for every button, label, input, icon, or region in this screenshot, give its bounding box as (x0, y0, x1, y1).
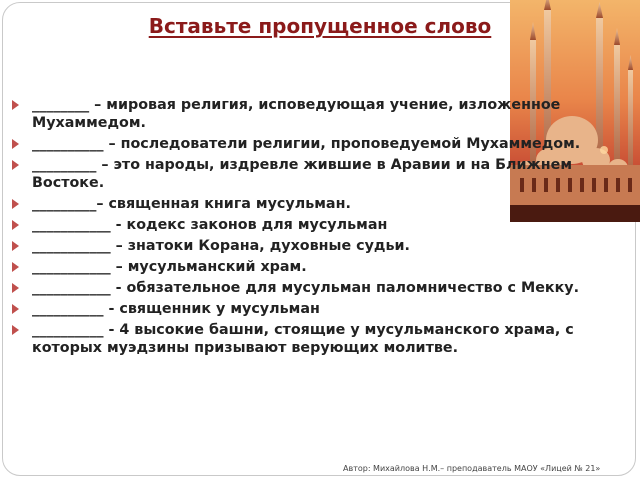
list-item (10, 237, 620, 255)
list-item (10, 156, 620, 192)
bullet-arrow-icon (12, 304, 19, 314)
exercise-list (10, 96, 620, 360)
bullet-arrow-icon (12, 160, 19, 170)
list-item (10, 258, 620, 276)
list-item-text: _________– священная книга мусульман. (32, 196, 351, 212)
slide-title (0, 14, 640, 38)
list-item (10, 195, 620, 213)
list-item-text: ___________ – знатоки Корана, духовные судьи. (32, 238, 410, 254)
author-credit: Автор: Михайлова Н.М.– преподаватель МАОУ «Лицей № 21» (343, 464, 601, 473)
list-item (10, 279, 620, 297)
bullet-arrow-icon (12, 220, 19, 230)
bullet-arrow-icon (12, 199, 19, 209)
list-item-text: __________ - священник у мусульман (32, 301, 320, 317)
list-item-text: ________ – мировая религия, исповедующая учение, изложенное Мухаммедом. (32, 97, 561, 131)
list-item (10, 96, 620, 132)
list-item-text: ___________ - кодекс законов для мусульман (32, 217, 388, 233)
bullet-arrow-icon (12, 283, 19, 293)
list-item-text: ___________ – мусульманский храм. (32, 259, 307, 275)
list-item (10, 216, 620, 234)
bullet-arrow-icon (12, 262, 19, 272)
bullet-arrow-icon (12, 100, 19, 110)
list-item (10, 300, 620, 318)
slide-title-text: Вставьте пропущенное слово (148, 14, 492, 38)
list-item (10, 321, 620, 357)
list-item (10, 135, 620, 153)
bullet-arrow-icon (12, 325, 19, 335)
bullet-arrow-icon (12, 139, 19, 149)
list-item-text: __________ - 4 высокие башни, стоящие у мусульманского храма, с которых муэдзины призывают верующих молитве. (32, 322, 574, 356)
list-item-text: _________ – это народы, издревле жившие в Аравии и на Ближнем Востоке. (32, 157, 573, 191)
list-item-text: ___________ - обязательное для мусульман паломничество с Мекку. (32, 280, 580, 296)
list-item-text: __________ – последователи религии, проповедуемой Мухаммедом. (32, 136, 581, 152)
bullet-arrow-icon (12, 241, 19, 251)
